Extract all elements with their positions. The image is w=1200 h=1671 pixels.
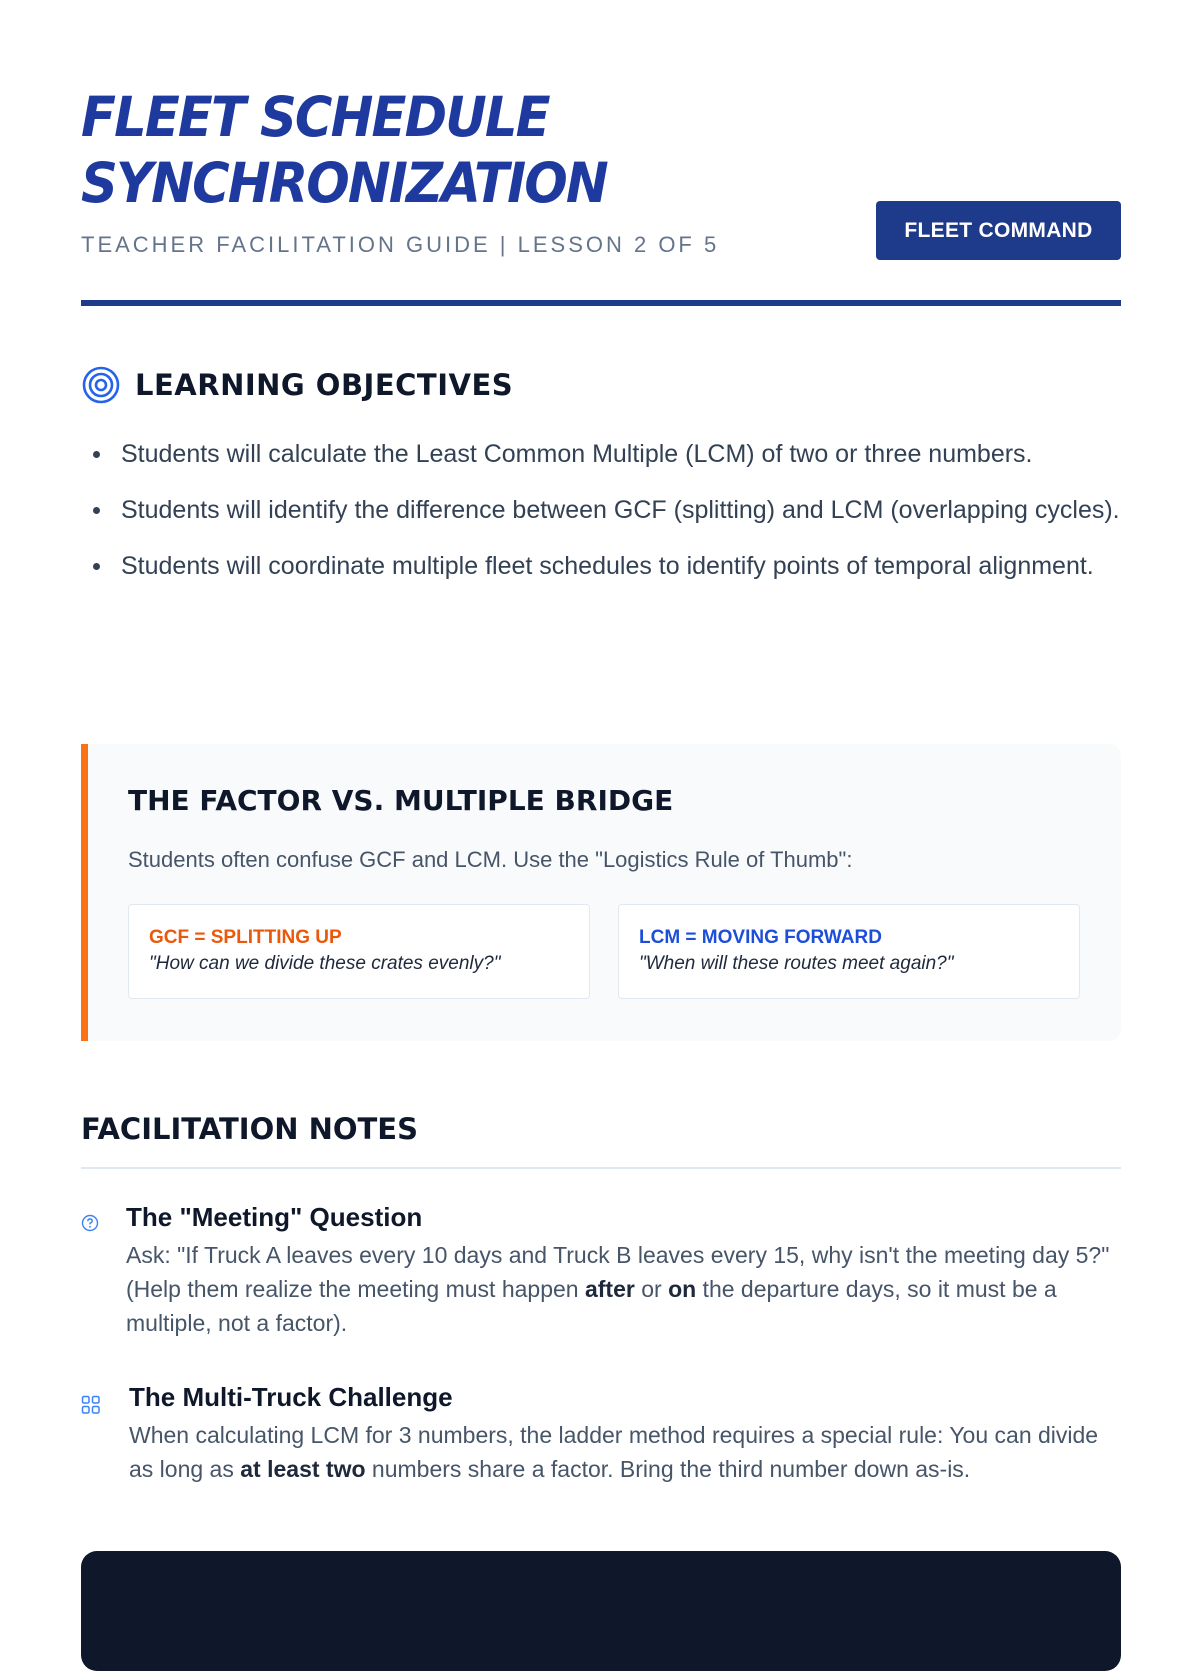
objectives-list xyxy=(81,432,1121,600)
gcf-quote: "How can we divide these crates evenly?" xyxy=(149,953,501,974)
target-icon xyxy=(81,365,121,405)
lcm-quote: "When will these routes meet again?" xyxy=(639,953,954,974)
gcf-label: GCF = SPLITTING UP xyxy=(149,927,342,948)
lcm-label: LCM = MOVING FORWARD xyxy=(639,927,882,948)
grid-icon xyxy=(81,1395,101,1415)
title-line-1: FLEET SCHEDULE xyxy=(81,85,549,149)
list-item: Students will identify the difference between GCF (splitting) and LCM (overlapping cycles). xyxy=(81,488,1121,532)
lcm-rule-card xyxy=(618,904,1080,999)
page-subtitle: TEACHER FACILITATION GUIDE | LESSON 2 OF 5 xyxy=(81,232,720,257)
title-line-2: SYNCHRONIZATION xyxy=(81,151,607,215)
bridge-intro: Students often confuse GCF and LCM. Use the "Logistics Rule of Thumb": xyxy=(128,847,853,872)
page-title xyxy=(81,84,607,216)
gcf-rule-card xyxy=(128,904,590,999)
objectives-title: LEARNING OBJECTIVES xyxy=(135,368,514,402)
list-item: Students will calculate the Least Common Multiple (LCM) of two or three numbers. xyxy=(81,432,1121,476)
dark-footer-panel xyxy=(81,1551,1121,1671)
objectives-heading xyxy=(81,365,513,405)
question-circle-icon xyxy=(81,1214,99,1232)
factor-multiple-bridge-callout xyxy=(81,744,1121,1041)
note-title: The "Meeting" Question xyxy=(126,1202,423,1232)
fleet-command-badge: FLEET COMMAND xyxy=(876,201,1121,260)
note-text: When calculating LCM for 3 numbers, the ladder method requires a special rule: You can divide as long as at least two numbers share a factor. Bring the third number down as-is. xyxy=(129,1422,1099,1482)
list-item: Students will coordinate multiple fleet schedules to identify points of temporal alignment. xyxy=(81,544,1121,588)
notes-divider xyxy=(81,1167,1121,1169)
header-divider xyxy=(81,300,1121,306)
bridge-title: THE FACTOR VS. MULTIPLE BRIDGE xyxy=(128,784,674,817)
facilitation-notes-title: FACILITATION NOTES xyxy=(81,1112,418,1146)
note-text: Ask: "If Truck A leaves every 10 days and Truck B leaves every 15, why isn't the meeting day 5?" (Help them realize the meeting must happen after or on the departure days, so it must be a multiple, not a factor). xyxy=(126,1242,1110,1336)
note-title: The Multi-Truck Challenge xyxy=(129,1382,453,1412)
